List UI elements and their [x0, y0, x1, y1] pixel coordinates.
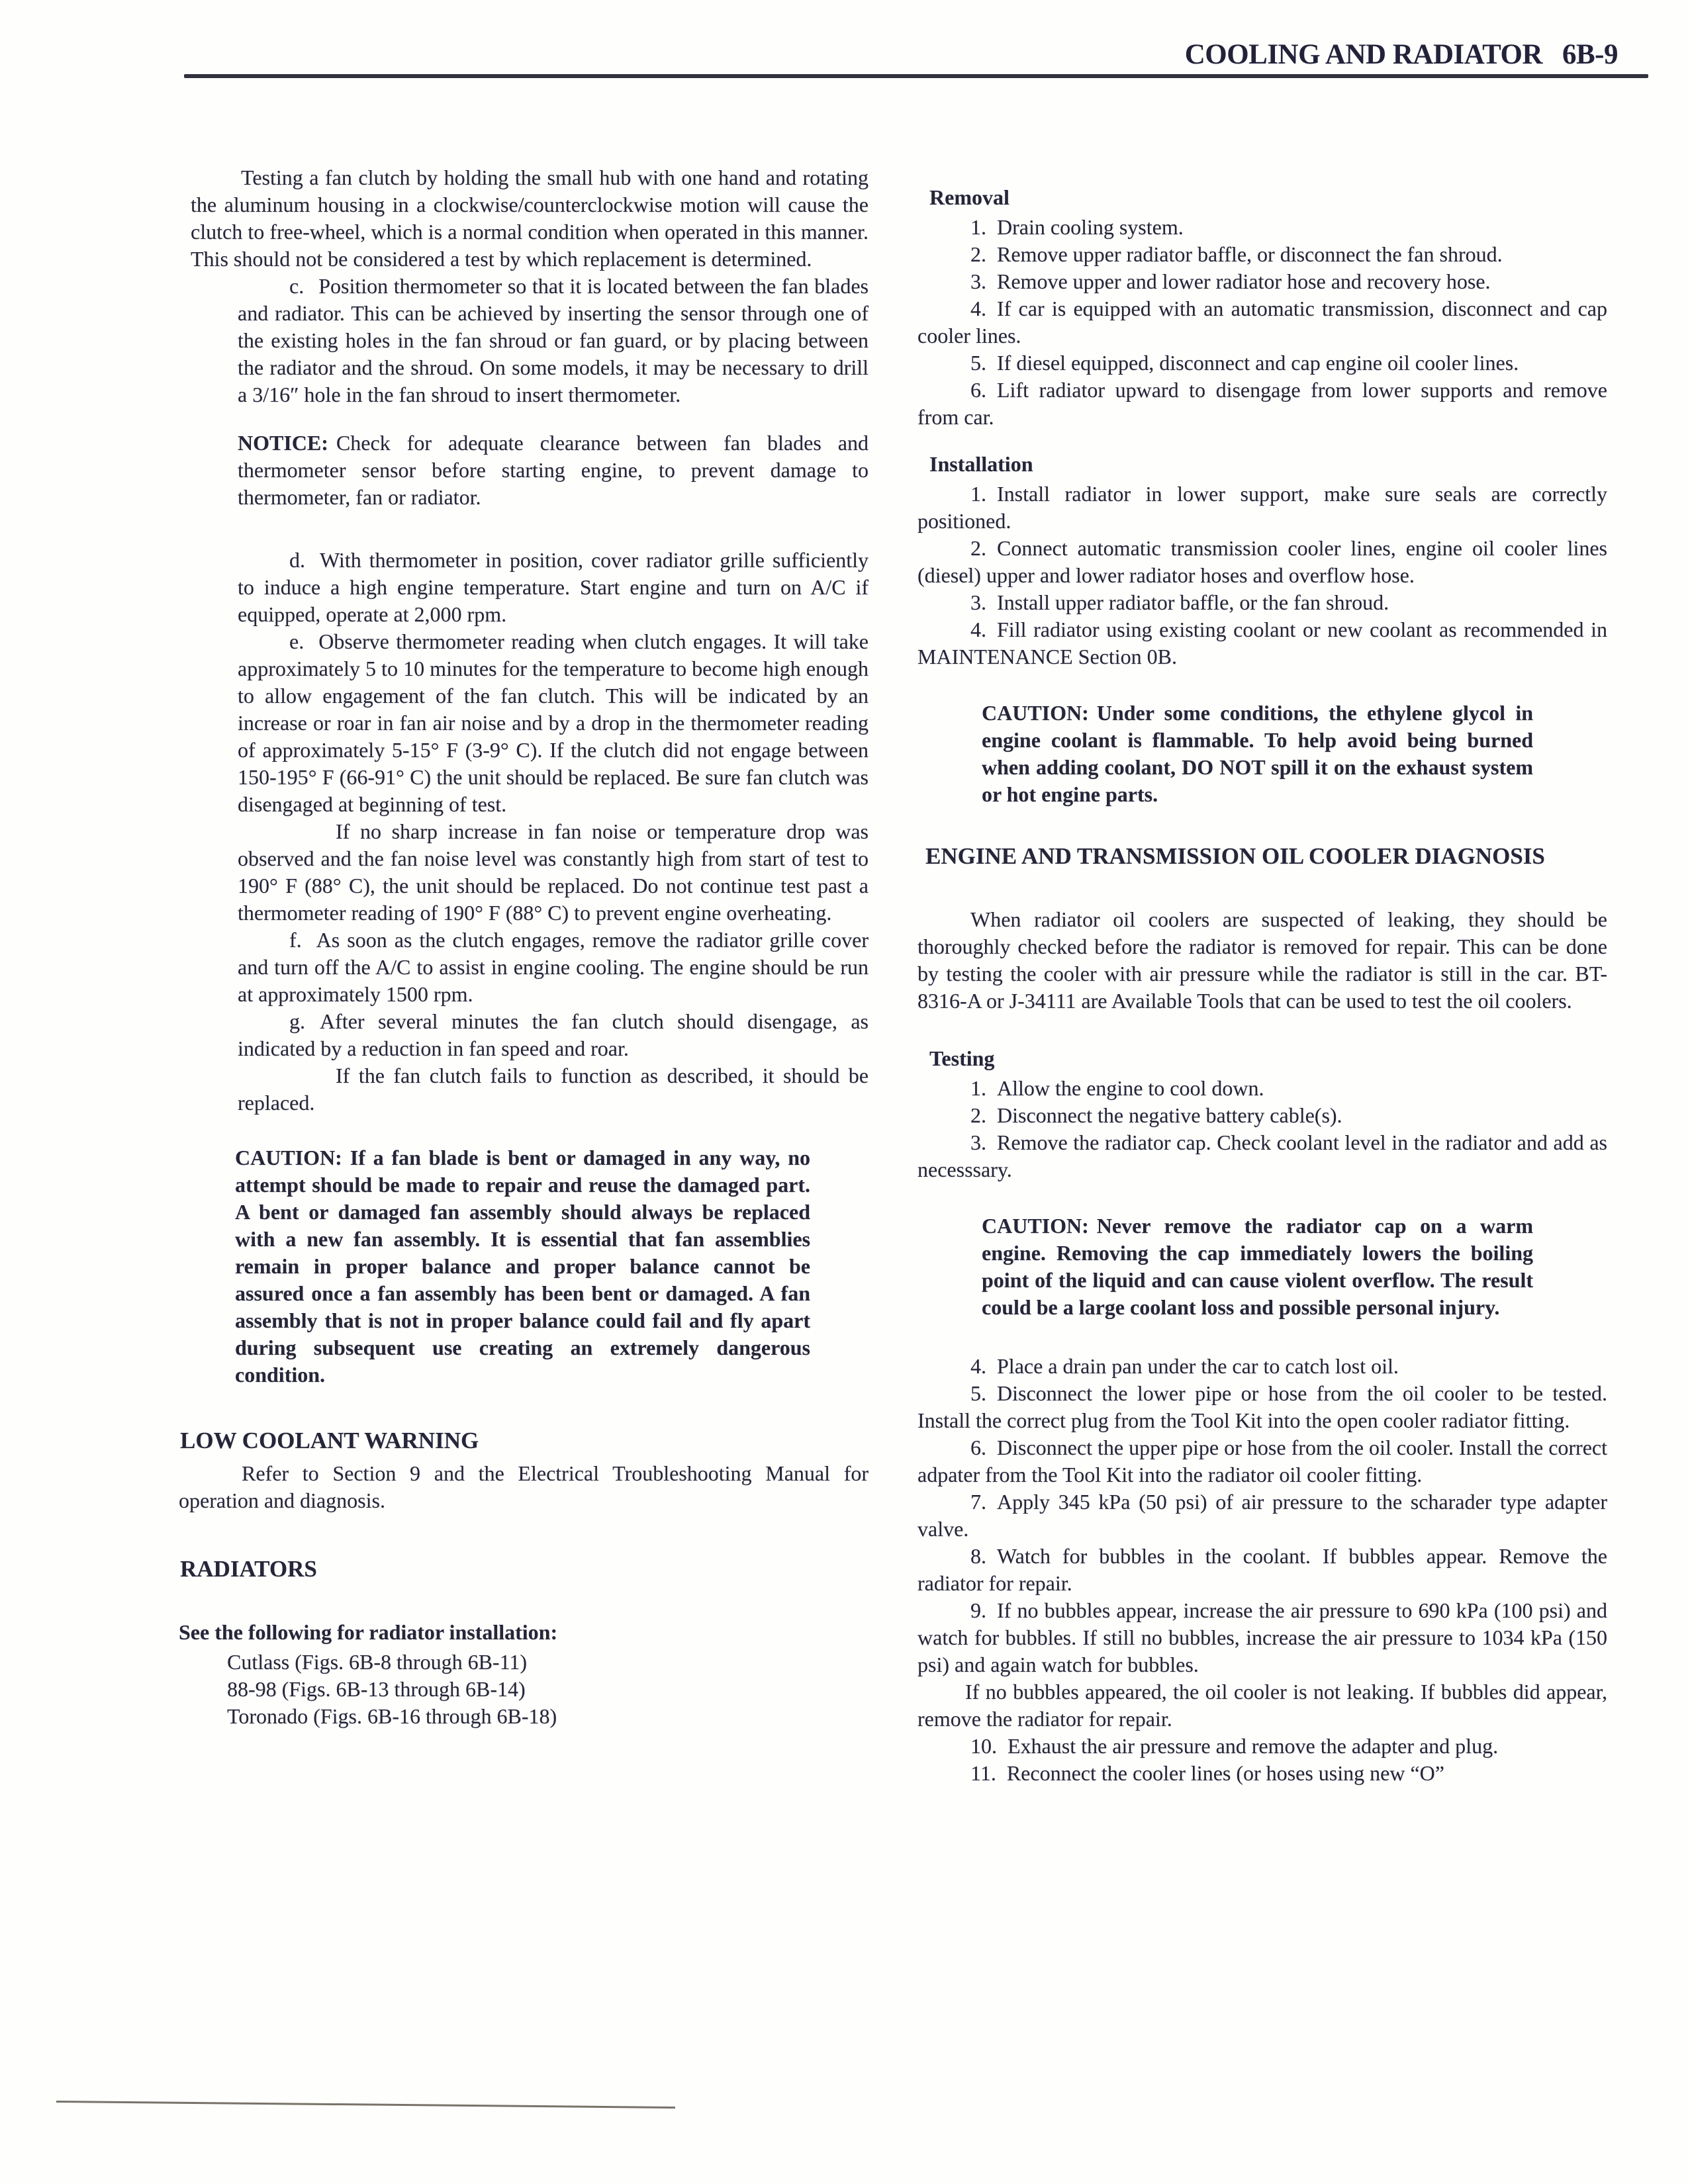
- paragraph: Testing a fan clutch by holding the small hub with one hand and rotating the aluminum housing in a clockwise/counterclockwise motion will cause the clutch to free-wheel, which is a normal condition when operated in this manner. This should not be considered a test by which replacement is determined.: [191, 165, 868, 271]
- numbered-item: 1. Drain cooling system.: [970, 215, 1184, 239]
- paragraph: When radiator oil coolers are suspected of leaking, they should be thoroughly checked before the radiator is removed for repair. This can be done by testing the cooler with air pressure while the radiator is still in the car. BT-8316-A or J-34111 are Available Tools that can be used to test the oil coolers.: [917, 907, 1607, 1013]
- numbered-item: 2. Connect automatic transmission cooler lines, engine oil cooler lines (diesel) upper and lower radiator hoses and overflow hose.: [917, 536, 1607, 587]
- lettered-item: d. With thermometer in position, cover radiator grille sufficiently to induce a high engine temperature. Start engine and turn on A/C if equipped, operate at 2,000 rpm.: [238, 548, 868, 626]
- item-label: 6.: [970, 1435, 986, 1459]
- item-label: 3.: [970, 269, 986, 293]
- item-label: 2.: [970, 1103, 986, 1127]
- subsection-heading: Testing: [929, 1046, 995, 1070]
- caution-block: CAUTION: Under some conditions, the ethylene glycol in engine coolant is flammable. To help avoid being burned when adding coolant, DO NOT spill it on the exhaust system or hot engine parts.: [982, 701, 1533, 806]
- sub-paragraph: If no bubbles appeared, the oil cooler is not leaking. If bubbles did appear, remove the radiator for repair.: [917, 1680, 1607, 1731]
- numbered-item: 8. Watch for bubbles in the coolant. If bubbles appear. Remove the radiator for repair.: [917, 1544, 1607, 1595]
- lettered-item: g. After several minutes the fan clutch should disengage, as indicated by a reduction in fan speed and roar.: [238, 1009, 868, 1060]
- item-label: 5.: [970, 351, 986, 375]
- numbered-item: 1. Install radiator in lower support, make sure seals are correctly positioned.: [917, 482, 1607, 533]
- lettered-item: e. Observe thermometer reading when clutch engages. It will take approximately 5 to 10 minutes for the temperature to become high enough to allow engagement of the fan clutch. This will be indicated by an increase or roar in fan air noise and by a drop in the thermometer reading of approximately 5-15° F (3-9° C). If the clutch did not engage between 150-195° F (66-91° C) the unit should be replaced. Be sure fan clutch was disengaged at beginning of test.: [238, 629, 868, 816]
- numbered-item: 9. If no bubbles appear, increase the air pressure to 690 kPa (100 psi) and watch for bubbles. If still no bubbles, increase the air pressure to 1034 kPa (150 psi) and again watch for bubbles.: [917, 1598, 1607, 1676]
- subsection-heading: Removal: [929, 185, 1009, 209]
- lettered-item: f. As soon as the clutch engages, remove the radiator grille cover and turn off the A/C to assist in engine cooling. The engine should be run at approximately 1500 rpm.: [238, 928, 868, 1006]
- numbered-item: 6. Disconnect the upper pipe or hose from the oil cooler. Install the correct adpater from the Tool Kit into the radiator oil cooler fitting.: [917, 1435, 1607, 1486]
- item-label: 4.: [970, 617, 986, 641]
- lettered-item: c. Position thermometer so that it is located between the fan blades and radiator. This can be achieved by inserting the sensor through one of the existing holes in the fan shroud or fan guard, or by placing between the radiator and the shroud. On some models, it may be necessary to drill a 3/16″ hole in the fan shroud to insert thermometer.: [238, 274, 868, 406]
- numbered-item: 6. Lift radiator upward to disengage from lower supports and remove from car.: [917, 378, 1607, 429]
- list-item: 88-98 (Figs. 6B-13 through 6B-14): [227, 1677, 526, 1701]
- numbered-item: 3. Remove upper and lower radiator hose and recovery hose.: [970, 269, 1491, 293]
- item-label: 1.: [970, 215, 986, 239]
- notice-block: NOTICE: Check for adequate clearance between fan blades and thermometer sensor before starting engine, to prevent damage to thermometer, fan or radiator.: [238, 431, 868, 509]
- item-label: e.: [289, 629, 305, 653]
- numbered-item: 1. Allow the engine to cool down.: [970, 1076, 1264, 1100]
- item-label: 1.: [970, 482, 986, 506]
- item-label: CAUTION:: [982, 701, 1089, 725]
- numbered-item: 10. Exhaust the air pressure and remove the adapter and plug.: [970, 1734, 1499, 1758]
- item-label: 3.: [970, 590, 986, 614]
- header-title: COOLING AND RADIATOR: [1184, 39, 1542, 70]
- item-label: 2.: [970, 536, 986, 560]
- page-header: [1185, 38, 1618, 71]
- numbered-item: 11. Reconnect the cooler lines (or hoses using new “O”: [970, 1761, 1444, 1785]
- caution-block: CAUTION: Never remove the radiator cap on a warm engine. Removing the cap immediately lowers the boiling point of the liquid and can cause violent overflow. The result could be a large coolant loss and possible personal injury.: [982, 1214, 1533, 1319]
- item-label: 6.: [970, 378, 986, 402]
- item-label: d.: [289, 548, 305, 572]
- item-label: 4.: [970, 1354, 986, 1378]
- paragraph: Refer to Section 9 and the Electrical Troubleshooting Manual for operation and diagnosis.: [179, 1461, 868, 1512]
- item-label: CAUTION:: [235, 1146, 342, 1169]
- sub-paragraph: If no sharp increase in fan noise or temperature drop was observed and the fan noise level was constantly high from start of test to 190° F (88° C), the unit should be replaced. Do not continue test past a thermometer reading of 190° F (88° C) to prevent engine overheating.: [238, 819, 868, 925]
- item-label: 3.: [970, 1130, 986, 1154]
- numbered-item: 5. Disconnect the lower pipe or hose from the oil cooler to be tested. Install the correct plug from the Tool Kit into the open cooler radiator fitting.: [917, 1381, 1607, 1432]
- numbered-item: 7. Apply 345 kPa (50 psi) of air pressure to the scharader type adapter valve.: [917, 1490, 1607, 1541]
- left-column: [179, 164, 868, 1730]
- numbered-item: 3. Install upper radiator baffle, or the fan shroud.: [970, 590, 1389, 614]
- caution-block: CAUTION: If a fan blade is bent or damaged in any way, no attempt should be made to repair and reuse the damaged part. A bent or damaged fan assembly should always be replaced with a new fan assembly. It is essential that fan assemblies remain in proper balance and proper balance cannot be assured once a fan assembly has been bent or damaged. A fan assembly that is not in proper balance could fail and fly apart during subsequent use creating an extremely dangerous condition.: [235, 1146, 810, 1387]
- section-heading: ENGINE AND TRANSMISSION OIL COOLER DIAGNOSIS: [925, 843, 1545, 869]
- right-column: [917, 164, 1607, 1787]
- item-label: 9.: [970, 1598, 986, 1622]
- numbered-item: 4. Place a drain pan under the car to catch lost oil.: [970, 1354, 1399, 1378]
- lead-line: See the following for radiator installation:: [179, 1620, 558, 1644]
- numbered-item: 2. Remove upper radiator baffle, or disconnect the fan shroud.: [970, 242, 1503, 266]
- numbered-item: 4. If car is equipped with an automatic transmission, disconnect and cap cooler lines.: [917, 296, 1607, 347]
- subsection-heading: Installation: [929, 452, 1033, 476]
- item-label: NOTICE:: [238, 431, 328, 455]
- header-rule: [184, 74, 1648, 78]
- item-label: 2.: [970, 242, 986, 266]
- item-label: 5.: [970, 1381, 986, 1405]
- item-label: 7.: [970, 1490, 986, 1514]
- item-label: c.: [289, 274, 305, 298]
- list-item: Cutlass (Figs. 6B-8 through 6B-11): [227, 1650, 528, 1674]
- item-label: 4.: [970, 296, 986, 320]
- header-page-number: 6B-9: [1562, 39, 1618, 70]
- numbered-item: 4. Fill radiator using existing coolant or new coolant as recommended in MAINTENANCE Section 0B.: [917, 617, 1607, 668]
- item-label: 1.: [970, 1076, 986, 1100]
- item-label: 10.: [970, 1734, 997, 1758]
- item-label: f.: [289, 928, 302, 952]
- item-label: 11.: [970, 1761, 996, 1785]
- numbered-item: 3. Remove the radiator cap. Check coolant level in the radiator and add as necesssary.: [917, 1130, 1607, 1181]
- section-heading: RADIATORS: [180, 1556, 317, 1582]
- sub-paragraph: If the fan clutch fails to function as described, it should be replaced.: [238, 1064, 868, 1115]
- list-item: Toronado (Figs. 6B-16 through 6B-18): [227, 1704, 557, 1728]
- item-label: g.: [289, 1009, 305, 1033]
- scan-artifact-line: [56, 2101, 675, 2109]
- numbered-item: 2. Disconnect the negative battery cable(s).: [970, 1103, 1342, 1127]
- item-label: CAUTION:: [982, 1214, 1089, 1238]
- numbered-item: 5. If diesel equipped, disconnect and cap engine oil cooler lines.: [970, 351, 1519, 375]
- section-heading: LOW COOLANT WARNING: [180, 1428, 479, 1453]
- item-label: 8.: [970, 1544, 986, 1568]
